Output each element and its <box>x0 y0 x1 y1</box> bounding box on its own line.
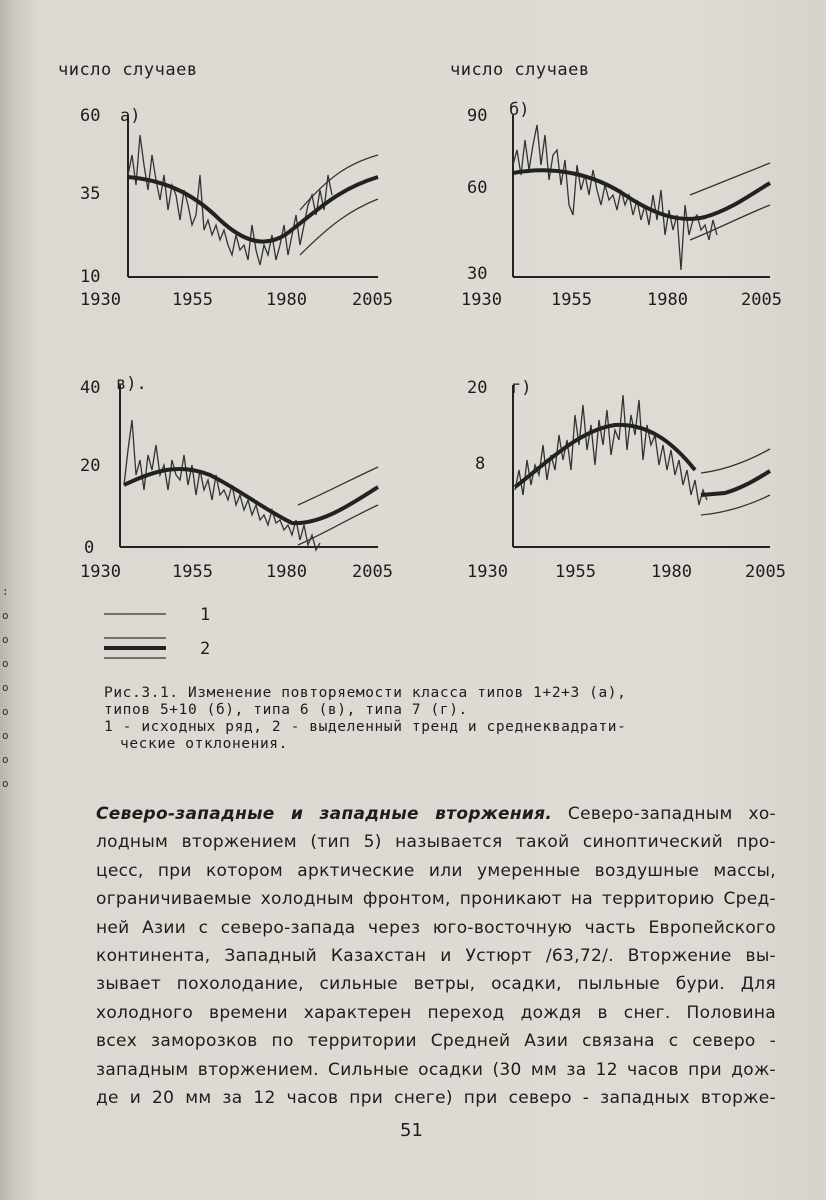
panel-b-ytick-1: 60 <box>467 178 488 198</box>
panel-a-label: а) <box>120 106 141 126</box>
panel-b-raw-series <box>513 125 717 270</box>
caption-line: 1 - исходных ряд, 2 - выделенный тренд и среднеквадрати- <box>104 719 627 735</box>
page-number: 51 <box>400 1120 423 1141</box>
panel-a-ytick-1: 35 <box>80 184 101 204</box>
panel-d-xtick-2: 1980 <box>651 562 692 582</box>
body-line: ограничиваемые холодным фронтом, проникают на территорию Сред- <box>96 889 776 910</box>
body-line: всех заморозков по территории Средней Азии связана с северо - <box>96 1031 776 1052</box>
first-line-rest: Северо-западным хо- <box>567 804 776 824</box>
panel-b-trend <box>513 170 770 219</box>
panel-d-lower-dev <box>701 495 770 515</box>
panel-a <box>60 95 400 319</box>
panel-d-label: г) <box>511 378 532 398</box>
body-line: лодным вторжением (тип 5) называется такой синоптический про- <box>96 832 776 853</box>
margin-bleed: : о о о о о о о о <box>2 585 9 790</box>
panel-d-xtick-3: 2005 <box>745 562 786 582</box>
body-line: де и 20 мм за 12 часов при снеге) при северо - западных вторже- <box>96 1088 776 1109</box>
panel-b-ytick-0: 90 <box>467 106 488 126</box>
panel-d-xtick-1: 1955 <box>555 562 596 582</box>
panel-c-raw-series <box>124 420 320 550</box>
panel-c-label: в). <box>116 374 147 394</box>
caption-line: типов 5+10 (б), типа 6 (в), типа 7 (г). <box>104 702 468 718</box>
panel-b-xtick-2: 1980 <box>647 290 688 310</box>
panel-d-ytick-0: 20 <box>467 378 488 398</box>
y-axis-title-left: число случаев <box>58 60 198 80</box>
figure-caption <box>104 685 784 753</box>
body-line-first <box>96 800 776 828</box>
panel-c-xtick-1: 1955 <box>172 562 213 582</box>
panel-b-xtick-1: 1955 <box>551 290 592 310</box>
panel-b-xtick-0: 1930 <box>461 290 502 310</box>
panel-a-lower-dev <box>300 199 378 255</box>
panel-a-xtick-1: 1955 <box>172 290 213 310</box>
panel-c-upper-dev <box>298 467 378 505</box>
panel-d-xtick-0: 1930 <box>467 562 508 582</box>
panel-c-ytick-0: 40 <box>80 378 101 398</box>
panel-b <box>455 95 795 319</box>
panel-b-svg <box>455 95 795 315</box>
panel-d-ytick-1: 8 <box>475 454 486 474</box>
panel-c <box>60 375 400 599</box>
panel-a-xtick-2: 1980 <box>266 290 307 310</box>
body-line: континента, Западный Казахстан и Устюрт /63,72/. Вторжение вы- <box>96 946 776 967</box>
legend-number-1: 1 <box>200 605 211 625</box>
panel-c-xtick-2: 1980 <box>266 562 307 582</box>
panel-a-svg <box>60 95 400 315</box>
panel-b-ytick-2: 30 <box>467 264 488 284</box>
panel-d-upper-dev <box>701 449 770 473</box>
body-line: ней Азии с северо-запада через юго-восточную часть Европейского <box>96 917 776 938</box>
panel-d-trend-tail <box>701 471 770 495</box>
body-paragraph <box>96 800 776 1112</box>
panel-c-svg <box>60 375 400 595</box>
caption-line: Рис.3.1. Изменение повторяемости класса типов 1+2+3 (а), <box>104 685 627 701</box>
panel-a-ytick-2: 10 <box>80 267 101 287</box>
caption-line: ческие отклонения. <box>120 736 288 752</box>
body-line: цесс, при котором арктические или умеренные воздушные массы, <box>96 860 776 881</box>
panel-b-xtick-3: 2005 <box>741 290 782 310</box>
panel-b-lower-dev <box>690 205 770 240</box>
section-title: Северо-западные и западные вторжения. <box>96 804 553 824</box>
body-line: западным вторжением. Сильные осадки (30 мм за 12 часов при дож- <box>96 1059 776 1080</box>
panel-a-xtick-0: 1930 <box>80 290 121 310</box>
panel-d <box>455 375 795 599</box>
panel-c-trend <box>124 469 378 523</box>
panel-c-xtick-3: 2005 <box>352 562 393 582</box>
panel-a-xtick-3: 2005 <box>352 290 393 310</box>
legend-number-2: 2 <box>200 639 211 659</box>
panel-c-ytick-2: 0 <box>84 538 95 558</box>
panel-c-xtick-0: 1930 <box>80 562 121 582</box>
panel-d-svg <box>455 375 795 595</box>
y-axis-title-right: число случаев <box>450 60 590 80</box>
panel-c-ytick-1: 20 <box>80 456 101 476</box>
panel-a-ytick-0: 60 <box>80 106 101 126</box>
body-line: холодного времени характерен переход дождя в снег. Половина <box>96 1002 776 1023</box>
panel-b-label: б) <box>509 100 530 120</box>
figure-legend <box>104 600 234 670</box>
panel-a-raw-series <box>128 135 332 265</box>
body-line: зывает похолодание, сильные ветры, осадки, пыльные бури. Для <box>96 974 776 995</box>
